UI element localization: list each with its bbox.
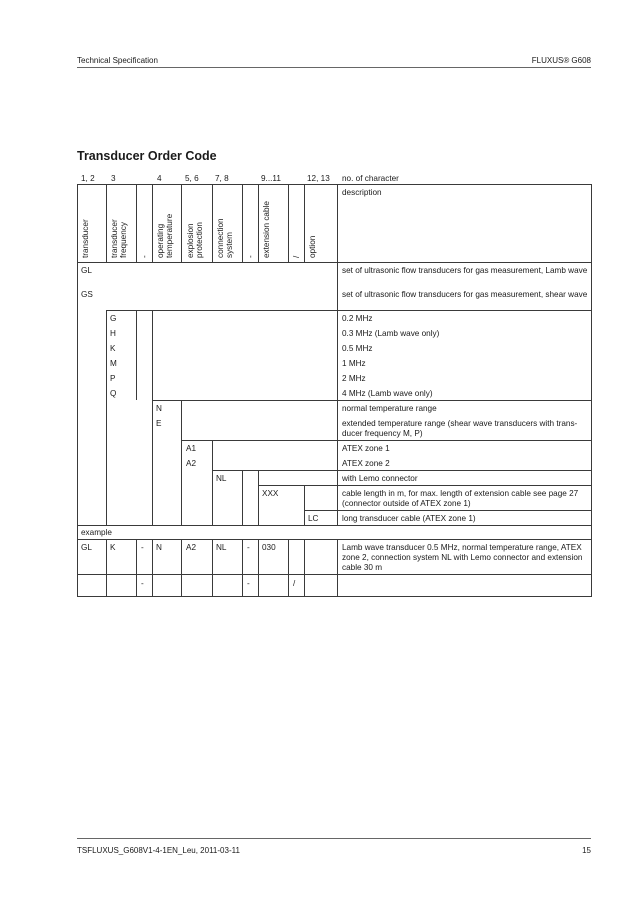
column-header-extension-cable: extension cable bbox=[262, 201, 271, 258]
code-temperature-n: N bbox=[156, 404, 162, 413]
position-label: 4 bbox=[157, 174, 162, 183]
column-header-frequency-line1: transducer bbox=[110, 219, 119, 258]
running-header-left: Technical Specification bbox=[77, 56, 158, 65]
example-transducer: GL bbox=[81, 543, 92, 552]
code-xxx: XXX bbox=[262, 489, 279, 498]
position-label: 3 bbox=[111, 174, 116, 183]
column-header-explosion-line2: protection bbox=[195, 222, 204, 258]
desc-gs: set of ultrasonic flow transducers for gas measurement, shear wave bbox=[342, 290, 588, 299]
column-header-dash: - bbox=[140, 255, 149, 258]
code-atex-a2: A2 bbox=[186, 459, 197, 468]
column-header-slash: / bbox=[292, 255, 301, 258]
desc-frequency: 0.5 MHz bbox=[342, 344, 373, 353]
example-label: example bbox=[81, 528, 112, 537]
code-lc: LC bbox=[308, 514, 319, 523]
code-frequency: G bbox=[110, 314, 117, 323]
code-frequency: H bbox=[110, 329, 116, 338]
example-description: Lamb wave transducer 0.5 MHz, normal temperature range, ATEX zone 2, connection system NL with Lemo connector and extension cable 30 m bbox=[342, 543, 583, 572]
column-header-description: description bbox=[342, 188, 382, 197]
desc-nl: with Lemo connector bbox=[342, 474, 418, 483]
position-label: no. of character bbox=[342, 174, 399, 183]
section-title: Transducer Order Code bbox=[77, 149, 217, 163]
code-frequency: Q bbox=[110, 389, 117, 398]
example-dash: - bbox=[141, 543, 144, 552]
blank-row-dash: - bbox=[141, 579, 144, 588]
footer-rule bbox=[77, 838, 591, 839]
page-number: 15 bbox=[582, 846, 591, 855]
position-label: 9...11 bbox=[261, 174, 281, 183]
column-header-connection-line1: connection bbox=[216, 218, 225, 258]
desc-frequency: 4 MHz (Lamb wave only) bbox=[342, 389, 433, 398]
column-header-frequency-line2: frequency bbox=[119, 222, 128, 258]
desc-temperature-e: extended temperature range (shear wave transducers with trans-ducer frequency M, P) bbox=[342, 419, 578, 438]
position-label: 1, 2 bbox=[81, 174, 95, 183]
blank-row-slash: / bbox=[293, 579, 296, 588]
footer-document-id: TSFLUXUS_G608V1-4-1EN_Leu, 2011-03-11 bbox=[77, 846, 240, 855]
column-header-transducer: transducer bbox=[81, 219, 90, 258]
desc-frequency: 1 MHz bbox=[342, 359, 366, 368]
position-label: 7, 8 bbox=[215, 174, 229, 183]
desc-frequency: 0.3 MHz (Lamb wave only) bbox=[342, 329, 440, 338]
example-explosion: A2 bbox=[186, 543, 197, 552]
position-label: 5, 6 bbox=[185, 174, 199, 183]
blank-row-dash: - bbox=[247, 579, 250, 588]
example-frequency: K bbox=[110, 543, 116, 552]
example-connection: NL bbox=[216, 543, 227, 552]
desc-lc: long transducer cable (ATEX zone 1) bbox=[342, 514, 476, 523]
position-label: 12, 13 bbox=[307, 174, 330, 183]
desc-frequency: 2 MHz bbox=[342, 374, 366, 383]
desc-xxx: cable length in m, for max. length of extension cable see page 27 (connector outside of ATEX zone 1) bbox=[342, 489, 579, 508]
running-header-right: FLUXUS® G608 bbox=[531, 56, 591, 65]
column-header-temperature-line2: temperature bbox=[165, 213, 174, 258]
example-cable: 030 bbox=[262, 543, 276, 552]
header-rule bbox=[77, 67, 591, 68]
example-dash: - bbox=[247, 543, 250, 552]
code-temperature-e: E bbox=[156, 419, 162, 428]
code-gl: GL bbox=[81, 266, 92, 275]
column-header-connection-line2: system bbox=[225, 232, 234, 258]
column-header-explosion-line1: explosion bbox=[186, 223, 195, 258]
example-temperature: N bbox=[156, 543, 162, 552]
column-header-dash: - bbox=[246, 255, 255, 258]
desc-frequency: 0.2 MHz bbox=[342, 314, 373, 323]
code-frequency: P bbox=[110, 374, 116, 383]
desc-temperature-n: normal temperature range bbox=[342, 404, 437, 413]
code-frequency: M bbox=[110, 359, 117, 368]
code-gs: GS bbox=[81, 290, 93, 299]
column-header-temperature-line1: operating bbox=[156, 223, 165, 258]
code-atex-a1: A1 bbox=[186, 444, 197, 453]
code-frequency: K bbox=[110, 344, 116, 353]
desc-gl: set of ultrasonic flow transducers for gas measurement, Lamb wave bbox=[342, 266, 588, 275]
column-header-option: option bbox=[308, 235, 317, 258]
code-nl: NL bbox=[216, 474, 227, 483]
desc-atex-a1: ATEX zone 1 bbox=[342, 444, 390, 453]
desc-atex-a2: ATEX zone 2 bbox=[342, 459, 390, 468]
